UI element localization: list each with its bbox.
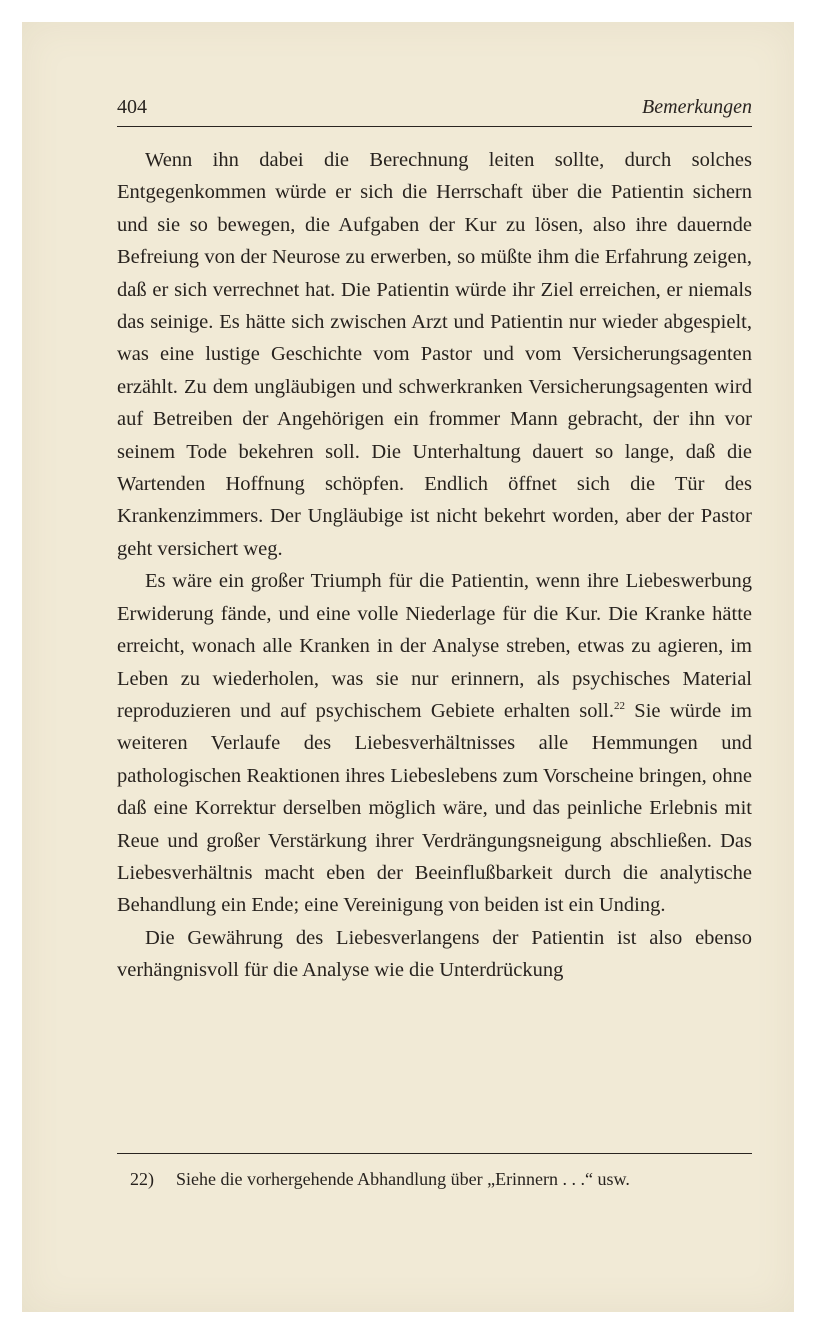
paragraph-3: Die Gewährung des Liebesverlangens der Patientin ist also ebenso verhängnisvoll für die Analyse wie die Unterdrückung bbox=[117, 926, 752, 982]
running-title: Bemerkungen bbox=[642, 96, 752, 118]
paragraph-2-part-1: Es wäre ein großer Triumph für die Patientin, wenn ihre Liebeswerbung Erwiderung fände, und eine volle Niederlage für die Kur. Die Kranke hätte erreicht, wonach alle Kranken in der Analyse streben, etwas zu agieren, im Leben zu wiederholen, was sie nur erinnern, als psychisches Material reproduzieren und auf psychischem Gebiete erhalten soll. bbox=[117, 570, 752, 722]
footnote-text: Siehe die vorhergehende Abhandlung über „Erinnern . . .“ usw. bbox=[176, 1169, 630, 1189]
paragraph-1: Wenn ihn dabei die Berechnung leiten sollte, durch solches Entgegenkommen würde er sich die Herrschaft über die Patientin sichern und sie so bewegen, die Aufgaben der Kur zu lösen, also ihre dauernde Befreiung von der Neurose zu erwerben, so müßte ihm die Erfahrung zeigen, daß er sich verrechnet hat. Die Patientin würde ihr Ziel erreichen, er niemals das seinige. Es hätte sich zwischen Arzt und Patientin nur wieder abgespielt, was eine lustige Geschichte vom Pastor und vom Versicherungsagenten erzählt. Zu dem ungläubigen und schwerkranken Versicherungsagenten wird auf Betreiben der Angehörigen ein frommer Mann gebracht, der ihn vor seinem Tode bekehren soll. Die Unterhaltung dauert so lange, daß die Wartenden Hoffnung schöpfen. Endlich öffnet sich die Tür des Krankenzimmers. Der Ungläubige ist nicht bekehrt worden, aber der Pastor geht versichert weg. bbox=[117, 149, 752, 560]
paragraph-2 bbox=[117, 565, 752, 921]
body-text bbox=[117, 144, 752, 987]
paragraph-2-part-2: Sie würde im weiteren Verlaufe des Liebesverhältnisses alle Hemmungen und pathologischen Reaktionen ihres Liebeslebens zum Vorscheine bringen, ohne daß eine Korrektur derselben möglich wäre, und das peinliche Erlebnis mit Reue und großer Verstärkung ihrer Verdrängungsneigung abschließen. Das Liebesverhältnis macht eben der Beeinflußbarkeit durch die analytische Behandlung ein Ende; eine Vereinigung von beiden ist ein Unding. bbox=[117, 699, 752, 917]
header-rule bbox=[117, 126, 752, 127]
footnote-rule bbox=[117, 1153, 752, 1154]
footnote-marker: 22) bbox=[130, 1169, 154, 1189]
footnote-reference: 22 bbox=[614, 700, 625, 713]
running-header bbox=[117, 96, 752, 120]
footnote bbox=[130, 1166, 750, 1192]
page-number: 404 bbox=[117, 96, 147, 118]
